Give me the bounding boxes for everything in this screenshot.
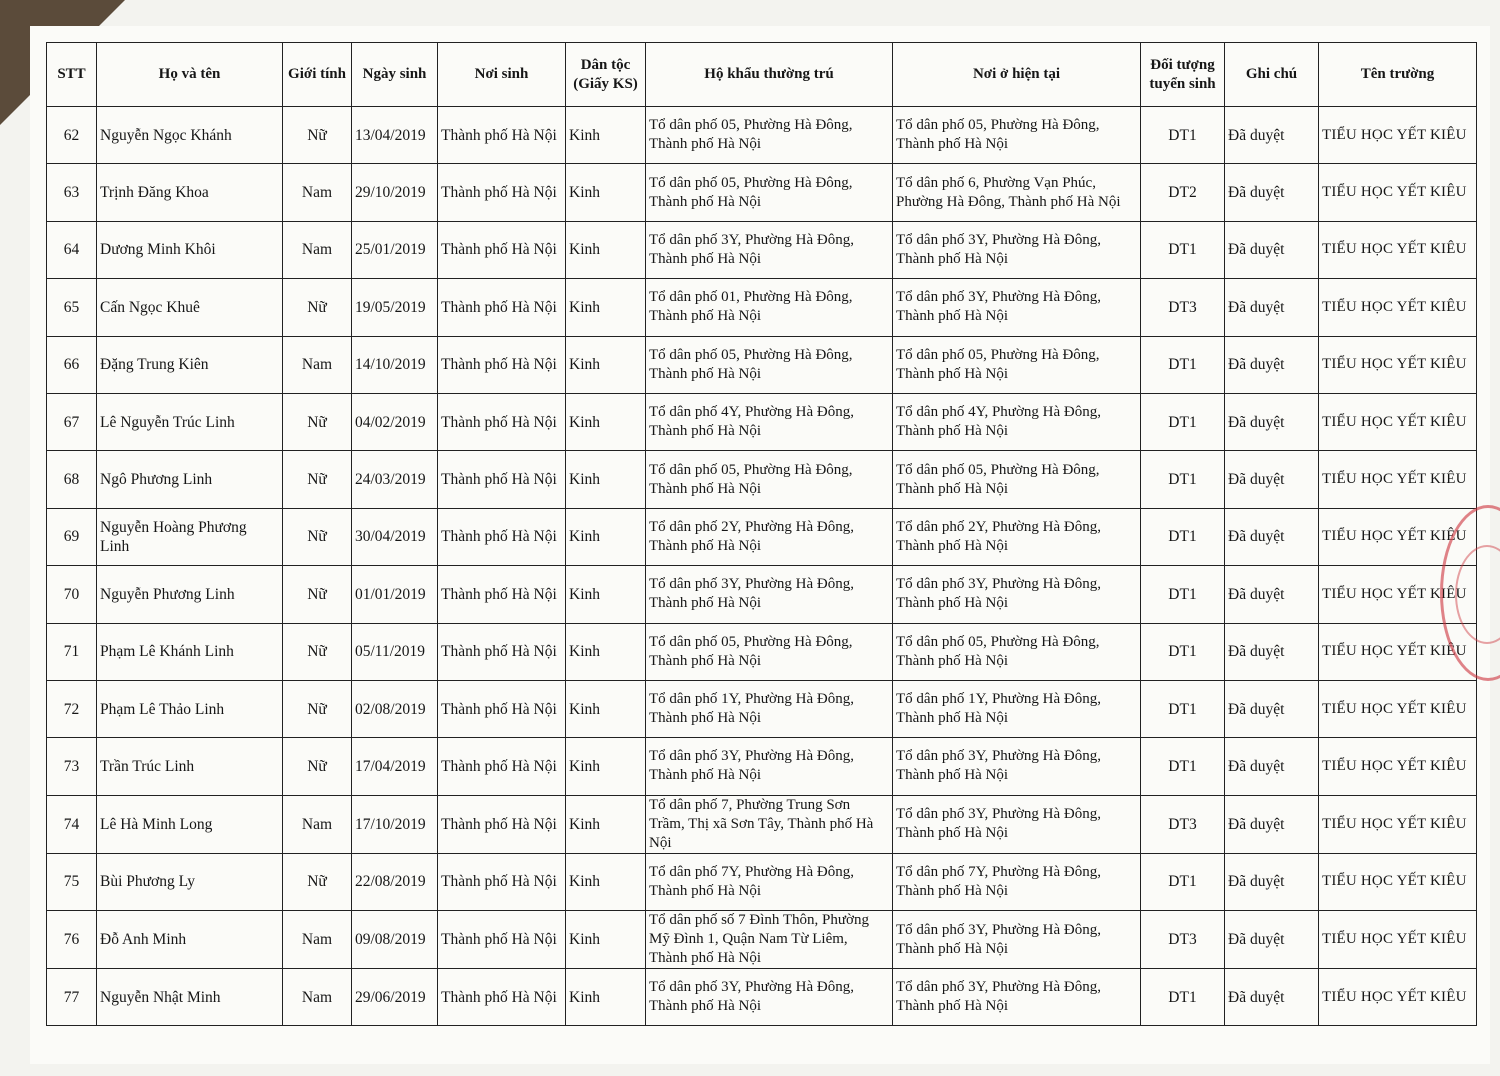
table-row (47, 853, 1477, 910)
cell-dob: 05/11/2019 (352, 623, 438, 680)
cell-category: DT1 (1141, 680, 1225, 737)
cell-note: Đã duyệt (1225, 911, 1319, 969)
cell-school: TIỂU HỌC YẾT KIÊU (1319, 969, 1477, 1026)
cell-stt: 74 (47, 795, 97, 853)
header-stt: STT (47, 43, 97, 107)
cell-name: Nguyễn Ngọc Khánh (97, 107, 283, 164)
cell-ethnicity: Kinh (566, 336, 646, 393)
cell-dob: 29/06/2019 (352, 969, 438, 1026)
cell-residence: Tổ dân phố 1Y, Phường Hà Đông, Thành phố Hà Nội (893, 680, 1141, 737)
cell-stt: 76 (47, 911, 97, 969)
cell-ethnicity: Kinh (566, 680, 646, 737)
table-row (47, 969, 1477, 1026)
cell-ethnicity: Kinh (566, 393, 646, 450)
cell-note: Đã duyệt (1225, 393, 1319, 450)
cell-name: Phạm Lê Khánh Linh (97, 623, 283, 680)
table-row (47, 164, 1477, 221)
cell-household: Tổ dân phố 2Y, Phường Hà Đông, Thành phố Hà Nội (646, 508, 893, 565)
cell-stt: 70 (47, 566, 97, 623)
cell-household: Tổ dân phố 05, Phường Hà Đông, Thành phố Hà Nội (646, 336, 893, 393)
cell-gender: Nữ (283, 393, 352, 450)
cell-stt: 66 (47, 336, 97, 393)
cell-birthplace: Thành phố Hà Nội (438, 164, 566, 221)
cell-stt: 72 (47, 680, 97, 737)
table-row (47, 795, 1477, 853)
cell-ethnicity: Kinh (566, 279, 646, 336)
cell-household: Tổ dân phố 1Y, Phường Hà Đông, Thành phố Hà Nội (646, 680, 893, 737)
cell-note: Đã duyệt (1225, 164, 1319, 221)
cell-residence: Tổ dân phố 05, Phường Hà Đông, Thành phố Hà Nội (893, 107, 1141, 164)
header-gender: Giới tính (283, 43, 352, 107)
cell-category: DT1 (1141, 738, 1225, 795)
cell-household: Tổ dân phố 05, Phường Hà Đông, Thành phố Hà Nội (646, 107, 893, 164)
cell-stt: 67 (47, 393, 97, 450)
cell-category: DT1 (1141, 969, 1225, 1026)
cell-household: Tổ dân phố 7Y, Phường Hà Đông, Thành phố Hà Nội (646, 853, 893, 910)
table-row (47, 279, 1477, 336)
cell-stt: 75 (47, 853, 97, 910)
cell-note: Đã duyệt (1225, 221, 1319, 278)
cell-dob: 09/08/2019 (352, 911, 438, 969)
cell-gender: Nam (283, 336, 352, 393)
table-row (47, 680, 1477, 737)
cell-note: Đã duyệt (1225, 279, 1319, 336)
cell-note: Đã duyệt (1225, 107, 1319, 164)
table-row (47, 451, 1477, 508)
cell-birthplace: Thành phố Hà Nội (438, 680, 566, 737)
cell-school: TIỂU HỌC YẾT KIÊU (1319, 279, 1477, 336)
cell-birthplace: Thành phố Hà Nội (438, 279, 566, 336)
header-school: Tên trường (1319, 43, 1477, 107)
cell-residence: Tổ dân phố 3Y, Phường Hà Đông, Thành phố Hà Nội (893, 221, 1141, 278)
cell-school: TIỂU HỌC YẾT KIÊU (1319, 508, 1477, 565)
cell-gender: Nữ (283, 623, 352, 680)
cell-school: TIỂU HỌC YẾT KIÊU (1319, 221, 1477, 278)
cell-residence: Tổ dân phố 05, Phường Hà Đông, Thành phố Hà Nội (893, 623, 1141, 680)
cell-residence: Tổ dân phố 6, Phường Vạn Phúc, Phường Hà Đông, Thành phố Hà Nội (893, 164, 1141, 221)
cell-name: Cấn Ngọc Khuê (97, 279, 283, 336)
cell-stt: 64 (47, 221, 97, 278)
cell-note: Đã duyệt (1225, 336, 1319, 393)
cell-note: Đã duyệt (1225, 451, 1319, 508)
cell-name: Nguyễn Hoàng Phương Linh (97, 508, 283, 565)
cell-residence: Tổ dân phố 3Y, Phường Hà Đông, Thành phố Hà Nội (893, 795, 1141, 853)
cell-ethnicity: Kinh (566, 107, 646, 164)
cell-dob: 17/10/2019 (352, 795, 438, 853)
cell-stt: 77 (47, 969, 97, 1026)
cell-residence: Tổ dân phố 3Y, Phường Hà Đông, Thành phố Hà Nội (893, 738, 1141, 795)
cell-note: Đã duyệt (1225, 853, 1319, 910)
cell-school: TIỂU HỌC YẾT KIÊU (1319, 738, 1477, 795)
cell-category: DT1 (1141, 623, 1225, 680)
table-row (47, 911, 1477, 969)
cell-school: TIỂU HỌC YẾT KIÊU (1319, 853, 1477, 910)
cell-gender: Nam (283, 221, 352, 278)
header-household: Hộ khẩu thường trú (646, 43, 893, 107)
cell-dob: 22/08/2019 (352, 853, 438, 910)
table-row (47, 508, 1477, 565)
cell-household: Tổ dân phố 05, Phường Hà Đông, Thành phố Hà Nội (646, 164, 893, 221)
header-note: Ghi chú (1225, 43, 1319, 107)
header-dob: Ngày sinh (352, 43, 438, 107)
cell-name: Bùi Phương Ly (97, 853, 283, 910)
cell-birthplace: Thành phố Hà Nội (438, 566, 566, 623)
cell-name: Lê Nguyễn Trúc Linh (97, 393, 283, 450)
cell-gender: Nữ (283, 451, 352, 508)
cell-household: Tổ dân phố 05, Phường Hà Đông, Thành phố Hà Nội (646, 623, 893, 680)
cell-household: Tổ dân phố 4Y, Phường Hà Đông, Thành phố Hà Nội (646, 393, 893, 450)
cell-category: DT1 (1141, 853, 1225, 910)
cell-residence: Tổ dân phố 05, Phường Hà Đông, Thành phố Hà Nội (893, 451, 1141, 508)
cell-category: DT1 (1141, 566, 1225, 623)
cell-birthplace: Thành phố Hà Nội (438, 795, 566, 853)
cell-residence: Tổ dân phố 3Y, Phường Hà Đông, Thành phố Hà Nội (893, 566, 1141, 623)
table-row (47, 393, 1477, 450)
cell-ethnicity: Kinh (566, 566, 646, 623)
cell-name: Phạm Lê Thảo Linh (97, 680, 283, 737)
cell-household: Tổ dân phố 3Y, Phường Hà Đông, Thành phố Hà Nội (646, 221, 893, 278)
cell-birthplace: Thành phố Hà Nội (438, 451, 566, 508)
cell-note: Đã duyệt (1225, 566, 1319, 623)
cell-stt: 73 (47, 738, 97, 795)
cell-ethnicity: Kinh (566, 164, 646, 221)
table-row (47, 566, 1477, 623)
cell-ethnicity: Kinh (566, 911, 646, 969)
cell-name: Đặng Trung Kiên (97, 336, 283, 393)
cell-residence: Tổ dân phố 3Y, Phường Hà Đông, Thành phố Hà Nội (893, 279, 1141, 336)
cell-birthplace: Thành phố Hà Nội (438, 969, 566, 1026)
cell-birthplace: Thành phố Hà Nội (438, 508, 566, 565)
cell-gender: Nữ (283, 508, 352, 565)
cell-school: TIỂU HỌC YẾT KIÊU (1319, 911, 1477, 969)
cell-name: Đỗ Anh Minh (97, 911, 283, 969)
cell-dob: 04/02/2019 (352, 393, 438, 450)
cell-note: Đã duyệt (1225, 738, 1319, 795)
cell-household: Tổ dân phố số 7 Đình Thôn, Phường Mỹ Đình 1, Quận Nam Từ Liêm, Thành phố Hà Nội (646, 911, 893, 969)
cell-stt: 69 (47, 508, 97, 565)
table-row (47, 738, 1477, 795)
cell-name: Nguyễn Nhật Minh (97, 969, 283, 1026)
cell-category: DT3 (1141, 795, 1225, 853)
cell-name: Dương Minh Khôi (97, 221, 283, 278)
cell-school: TIỂU HỌC YẾT KIÊU (1319, 795, 1477, 853)
cell-name: Trần Trúc Linh (97, 738, 283, 795)
cell-name: Ngô Phương Linh (97, 451, 283, 508)
cell-category: DT1 (1141, 508, 1225, 565)
cell-school: TIỂU HỌC YẾT KIÊU (1319, 336, 1477, 393)
cell-gender: Nữ (283, 107, 352, 164)
cell-gender: Nam (283, 969, 352, 1026)
cell-school: TIỂU HỌC YẾT KIÊU (1319, 107, 1477, 164)
cell-note: Đã duyệt (1225, 623, 1319, 680)
cell-household: Tổ dân phố 01, Phường Hà Đông, Thành phố Hà Nội (646, 279, 893, 336)
cell-category: DT1 (1141, 336, 1225, 393)
cell-gender: Nam (283, 911, 352, 969)
cell-school: TIỂU HỌC YẾT KIÊU (1319, 623, 1477, 680)
cell-dob: 30/04/2019 (352, 508, 438, 565)
cell-residence: Tổ dân phố 3Y, Phường Hà Đông, Thành phố Hà Nội (893, 969, 1141, 1026)
cell-birthplace: Thành phố Hà Nội (438, 393, 566, 450)
cell-residence: Tổ dân phố 7Y, Phường Hà Đông, Thành phố Hà Nội (893, 853, 1141, 910)
table-row (47, 221, 1477, 278)
cell-ethnicity: Kinh (566, 623, 646, 680)
cell-category: DT3 (1141, 279, 1225, 336)
cell-dob: 17/04/2019 (352, 738, 438, 795)
header-ethnicity: Dân tộc (Giấy KS) (566, 43, 646, 107)
cell-ethnicity: Kinh (566, 969, 646, 1026)
cell-stt: 65 (47, 279, 97, 336)
cell-category: DT2 (1141, 164, 1225, 221)
cell-birthplace: Thành phố Hà Nội (438, 853, 566, 910)
header-residence: Nơi ở hiện tại (893, 43, 1141, 107)
header-category: Đối tượng tuyển sinh (1141, 43, 1225, 107)
cell-birthplace: Thành phố Hà Nội (438, 911, 566, 969)
cell-ethnicity: Kinh (566, 795, 646, 853)
cell-residence: Tổ dân phố 4Y, Phường Hà Đông, Thành phố Hà Nội (893, 393, 1141, 450)
cell-name: Nguyễn Phương Linh (97, 566, 283, 623)
cell-ethnicity: Kinh (566, 508, 646, 565)
cell-dob: 25/01/2019 (352, 221, 438, 278)
cell-gender: Nữ (283, 566, 352, 623)
cell-school: TIỂU HỌC YẾT KIÊU (1319, 164, 1477, 221)
cell-school: TIỂU HỌC YẾT KIÊU (1319, 566, 1477, 623)
cell-birthplace: Thành phố Hà Nội (438, 738, 566, 795)
cell-dob: 19/05/2019 (352, 279, 438, 336)
cell-school: TIỂU HỌC YẾT KIÊU (1319, 451, 1477, 508)
cell-note: Đã duyệt (1225, 795, 1319, 853)
cell-gender: Nữ (283, 279, 352, 336)
cell-stt: 68 (47, 451, 97, 508)
cell-household: Tổ dân phố 05, Phường Hà Đông, Thành phố Hà Nội (646, 451, 893, 508)
cell-school: TIỂU HỌC YẾT KIÊU (1319, 680, 1477, 737)
cell-stt: 71 (47, 623, 97, 680)
cell-ethnicity: Kinh (566, 221, 646, 278)
cell-ethnicity: Kinh (566, 451, 646, 508)
cell-household: Tổ dân phố 3Y, Phường Hà Đông, Thành phố Hà Nội (646, 969, 893, 1026)
cell-gender: Nữ (283, 738, 352, 795)
cell-dob: 29/10/2019 (352, 164, 438, 221)
cell-dob: 24/03/2019 (352, 451, 438, 508)
cell-ethnicity: Kinh (566, 853, 646, 910)
cell-category: DT1 (1141, 393, 1225, 450)
table-body (47, 107, 1477, 1026)
cell-dob: 14/10/2019 (352, 336, 438, 393)
cell-birthplace: Thành phố Hà Nội (438, 221, 566, 278)
table-row (47, 107, 1477, 164)
cell-category: DT1 (1141, 451, 1225, 508)
cell-stt: 62 (47, 107, 97, 164)
cell-name: Trịnh Đăng Khoa (97, 164, 283, 221)
cell-school: TIỂU HỌC YẾT KIÊU (1319, 393, 1477, 450)
cell-name: Lê Hà Minh Long (97, 795, 283, 853)
cell-residence: Tổ dân phố 3Y, Phường Hà Đông, Thành phố Hà Nội (893, 911, 1141, 969)
cell-note: Đã duyệt (1225, 508, 1319, 565)
table-row (47, 623, 1477, 680)
table-row (47, 336, 1477, 393)
cell-category: DT1 (1141, 107, 1225, 164)
cell-birthplace: Thành phố Hà Nội (438, 623, 566, 680)
enrollment-table (46, 42, 1477, 1026)
cell-birthplace: Thành phố Hà Nội (438, 107, 566, 164)
cell-gender: Nữ (283, 853, 352, 910)
cell-dob: 13/04/2019 (352, 107, 438, 164)
cell-note: Đã duyệt (1225, 680, 1319, 737)
cell-household: Tổ dân phố 3Y, Phường Hà Đông, Thành phố Hà Nội (646, 738, 893, 795)
header-birthplace: Nơi sinh (438, 43, 566, 107)
cell-gender: Nam (283, 164, 352, 221)
cell-residence: Tổ dân phố 05, Phường Hà Đông, Thành phố Hà Nội (893, 336, 1141, 393)
cell-household: Tổ dân phố 7, Phường Trung Sơn Trầm, Thị xã Sơn Tây, Thành phố Hà Nội (646, 795, 893, 853)
cell-category: DT1 (1141, 221, 1225, 278)
header-name: Họ và tên (97, 43, 283, 107)
cell-gender: Nam (283, 795, 352, 853)
cell-gender: Nữ (283, 680, 352, 737)
table-header-row (47, 43, 1477, 107)
cell-dob: 02/08/2019 (352, 680, 438, 737)
cell-ethnicity: Kinh (566, 738, 646, 795)
cell-note: Đã duyệt (1225, 969, 1319, 1026)
cell-category: DT3 (1141, 911, 1225, 969)
cell-residence: Tổ dân phố 2Y, Phường Hà Đông, Thành phố Hà Nội (893, 508, 1141, 565)
cell-stt: 63 (47, 164, 97, 221)
cell-birthplace: Thành phố Hà Nội (438, 336, 566, 393)
cell-dob: 01/01/2019 (352, 566, 438, 623)
cell-household: Tổ dân phố 3Y, Phường Hà Đông, Thành phố Hà Nội (646, 566, 893, 623)
